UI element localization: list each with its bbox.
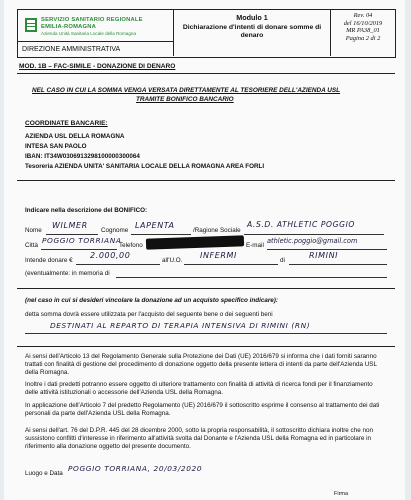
divider	[17, 346, 395, 347]
memoria-line	[116, 277, 387, 278]
divider	[17, 73, 395, 74]
firma-label: Firma	[334, 491, 349, 497]
page-number: Pagina 2 di 2	[345, 35, 381, 43]
privacy-paragraph-2: Inoltre i dati predetti potranno essere oggetto di ulteriore trattamento con finalità di attività di ricerca fondi per il finanziamento delle attività istituzionali o accessorie dell'Azienda USL della Romagna.	[25, 381, 373, 397]
importo-label: Intende donare €	[25, 257, 73, 264]
declaration-paragraph: Ai sensi dell'art. 76 del D.P.R. 445 del 28 dicembre 2000, sotto la propria responsabilità, il sottoscritto dichiara inoltre che non sussistono conflitti d'interesse in riferimento all'attività svolta dal Donante e l'Azienda USL della Romagna ed in particolare in riferimento alla donazione oggetto del presente documento.	[25, 427, 373, 451]
telefono-label: Telefono	[119, 242, 143, 249]
divider	[17, 288, 395, 289]
vincolo-value-line	[25, 333, 387, 334]
header-revision-cell	[331, 10, 395, 58]
nome-line	[46, 234, 98, 235]
cognome-value[interactable]: LAPENTA	[135, 221, 175, 230]
di-label: di	[280, 257, 285, 264]
nome-label: Nome	[25, 227, 42, 234]
document-page	[4, 0, 405, 500]
brand-line-3: Azienda Unità Sanitaria Locale della Romagna	[41, 31, 136, 36]
di-line	[289, 264, 387, 265]
brand-line-1: SERVIZIO SANITARIO REGIONALE	[41, 17, 143, 23]
department-label: DIREZIONE AMMINISTRATIVA	[18, 41, 173, 56]
form-title: MOD. 1B – FAC-SIMILE - DONAZIONE DI DENARO	[19, 63, 176, 70]
document-code: MR PA38_01	[346, 27, 380, 35]
regional-logo-icon	[25, 18, 37, 32]
vincolo-value[interactable]: DESTINATI AL REPARTO DI TERAPIA INTENSIVA DI RIMINI (RN)	[50, 321, 311, 330]
importo-line	[76, 264, 160, 265]
citta-value[interactable]: POGGIO TORRIANA	[42, 236, 122, 245]
uo-label: all'U.O.	[162, 257, 183, 264]
importo-value[interactable]: 2.000,00	[90, 251, 131, 260]
vincolo-heading: (nel caso in cui si desideri vincolare la donazione ad un acquisto specifico indicare):	[25, 297, 278, 304]
ragione-line	[244, 234, 384, 235]
privacy-paragraph-1: Ai sensi dell'Articolo 13 del Regolamento Generale sulla Protezione dei Dati (UE) 2016/679 si informa che i dati forniti saranno trattati con finalità di gestione del procedimento di donazione oggetto della presente lettera di intenti da parte dell'Azienda USL della Romagna.	[25, 353, 377, 377]
cognome-line	[131, 234, 191, 235]
revision-date: del 16/10/2019	[343, 19, 383, 27]
iban: IBAN: IT34W0306913298100000300064	[25, 153, 140, 160]
intro-line-1: NEL CASO IN CUI LA SOMMA VENGA VERSATA DIRETTAMENTE AL TESORIERE DELL'AZIENDA USL	[32, 87, 341, 94]
module-title: Modulo 1	[236, 13, 268, 22]
ragione-label: /Ragione Sociale	[193, 227, 241, 234]
header-brand-cell	[18, 10, 174, 56]
bank-line-4: Tesoreria AZIENDA UNITA' SANITARIA LOCALE DELLA ROMAGNA AREA FORLI	[25, 163, 265, 170]
divider	[17, 180, 395, 181]
email-line	[267, 249, 387, 250]
consent-paragraph: In applicazione dell'Articolo 7 del predetto Regolamento (UE) 2016/679 il sottoscritto esprime il consenso al trattamento dei dati personali da parte dell'Azienda USL della Romagna.	[25, 402, 380, 418]
bonifico-heading: Indicare nella descrizione del BONIFICO:	[25, 207, 148, 214]
nome-value[interactable]: WILMER	[52, 221, 88, 230]
revision-number: Rev. 04	[353, 12, 373, 19]
luogo-label: Luogo e Data	[25, 470, 63, 477]
email-label: E-mail	[246, 242, 264, 249]
bank-line-1: AZIENDA USL DELLA ROMAGNA	[25, 133, 125, 140]
uo-value[interactable]: INFERMI	[200, 251, 238, 260]
brand-line-2: EMILIA-ROMAGNA	[41, 24, 96, 30]
email-value[interactable]: athletic.poggio@gmail.com	[267, 237, 358, 245]
citta-label: Città	[25, 242, 38, 249]
cognome-label: Cognome	[101, 227, 129, 234]
bank-line-2: INTESA SAN PAOLO	[25, 143, 87, 150]
header-title-cell	[174, 10, 331, 56]
di-value[interactable]: RIMINI	[309, 251, 339, 260]
module-subtitle: Dichiarazione d'intenti di donare somme di denaro	[182, 24, 322, 40]
document-header	[17, 9, 396, 58]
vincolo-line: detta somma dovrà essere utilizzata per l'acquisto del seguente bene o dei seguenti beni	[25, 311, 273, 318]
uo-line	[184, 264, 278, 265]
ragione-value[interactable]: A.S.D. ATHLETIC POGGIO	[247, 220, 356, 229]
redaction-bar	[146, 235, 244, 249]
luogo-value[interactable]: POGGIO TORRIANA, 20/03/2020	[68, 464, 203, 473]
memoria-label: (eventualmente: in memoria di	[25, 270, 110, 277]
intro-line-2: TRAMITE BONIFICO BANCARIO	[136, 96, 234, 103]
citta-line	[41, 249, 117, 250]
bank-heading: COORDINATE BANCARIE:	[25, 120, 108, 127]
